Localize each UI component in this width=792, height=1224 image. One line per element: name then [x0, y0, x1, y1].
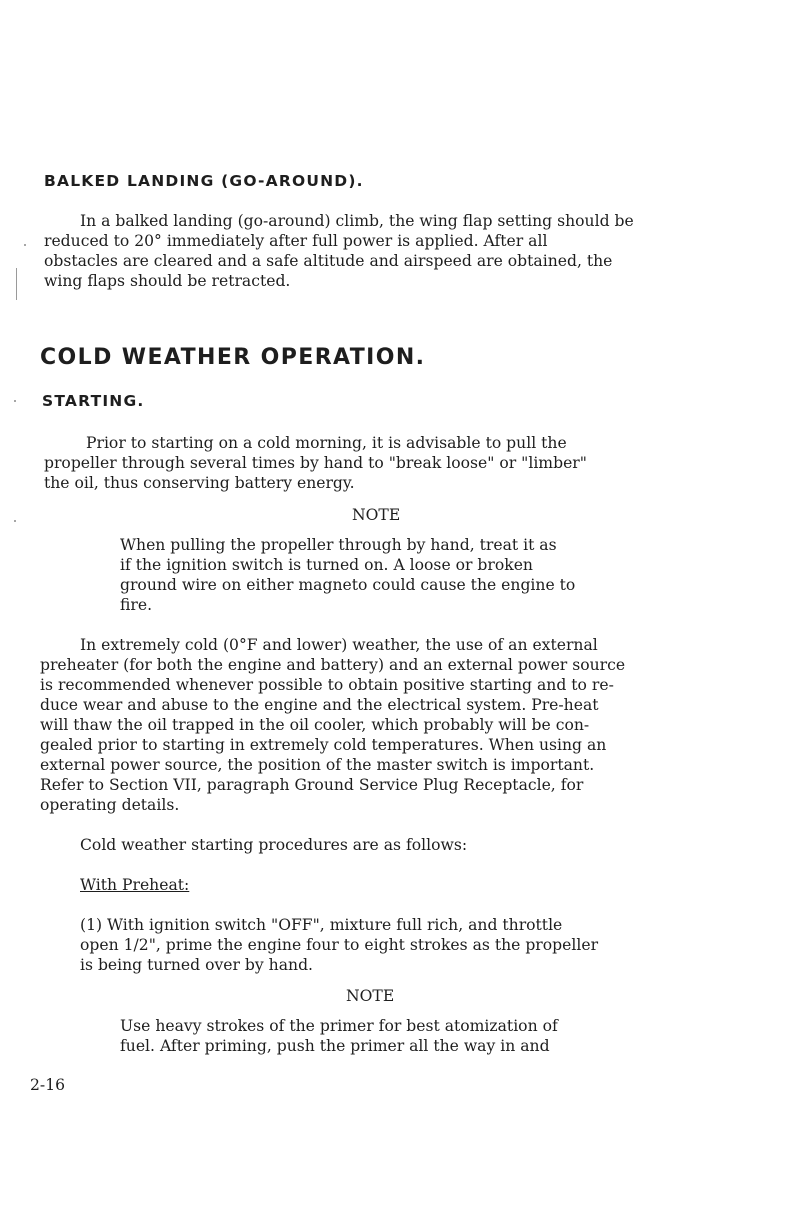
note-propeller [120, 535, 575, 615]
text-line: reduced to 20° immediately after full power is applied. After all [44, 232, 548, 250]
page-number: 2-16 [30, 1076, 66, 1094]
balked-landing-heading: BALKED LANDING (GO-AROUND). [44, 172, 364, 190]
step-1 [80, 915, 598, 975]
balked-landing-paragraph [44, 211, 634, 291]
margin-mark [16, 268, 17, 300]
scan-speck [14, 520, 16, 522]
text-line: obstacles are cleared and a safe altitude and airspeed are obtained, the [44, 252, 613, 270]
text-line: ground wire on either magneto could cause the engine to [120, 576, 576, 594]
text-line: gealed prior to starting in extremely cold temperatures. When using an [40, 736, 607, 754]
text-line: if the ignition switch is turned on. A loose or broken [120, 556, 533, 574]
extreme-cold-paragraph [40, 635, 625, 815]
with-preheat-subheading: With Preheat: [80, 876, 190, 894]
cold-weather-heading: COLD WEATHER OPERATION. [40, 345, 426, 370]
note-primer [120, 1016, 558, 1056]
text-line: propeller through several times by hand to "break loose" or "limber" [44, 454, 587, 472]
text-line: open 1/2", prime the engine four to eight strokes as the propeller [80, 936, 599, 954]
scan-speck [24, 244, 26, 246]
text-line: is recommended whenever possible to obtain positive starting and to re- [40, 676, 614, 694]
text-line: In extremely cold (0°F and lower) weather, the use of an external [80, 636, 598, 654]
text-line: When pulling the propeller through by hand, treat it as [120, 536, 557, 554]
text-line: fire. [120, 596, 153, 614]
text-line: fuel. After priming, push the primer all the way in and [120, 1037, 550, 1055]
text-line: will thaw the oil trapped in the oil cooler, which probably will be con- [40, 716, 590, 734]
text-line: Prior to starting on a cold morning, it is advisable to pull the [86, 434, 567, 452]
text-line: wing flaps should be retracted. [44, 272, 291, 290]
note-label: NOTE [346, 987, 395, 1005]
text-line: is being turned over by hand. [80, 956, 314, 974]
text-line: duce wear and abuse to the engine and the electrical system. Pre-heat [40, 696, 599, 714]
text-line: Refer to Section VII, paragraph Ground Service Plug Receptacle, for [40, 776, 584, 794]
text-line: preheater (for both the engine and battery) and an external power source [40, 656, 626, 674]
text-line: external power source, the position of the master switch is important. [40, 756, 595, 774]
procedures-intro: Cold weather starting procedures are as follows: [80, 836, 468, 854]
starting-heading: STARTING. [42, 392, 145, 410]
text-line: Use heavy strokes of the primer for best atomization of [120, 1017, 558, 1035]
text-line: operating details. [40, 796, 180, 814]
scan-speck [14, 400, 16, 402]
starting-intro-paragraph [44, 433, 587, 493]
text-line: (1) With ignition switch "OFF", mixture full rich, and throttle [80, 916, 563, 934]
text-line: In a balked landing (go-around) climb, the wing flap setting should be [80, 212, 634, 230]
note-label: NOTE [352, 506, 401, 524]
text-line: the oil, thus conserving battery energy. [44, 474, 355, 492]
